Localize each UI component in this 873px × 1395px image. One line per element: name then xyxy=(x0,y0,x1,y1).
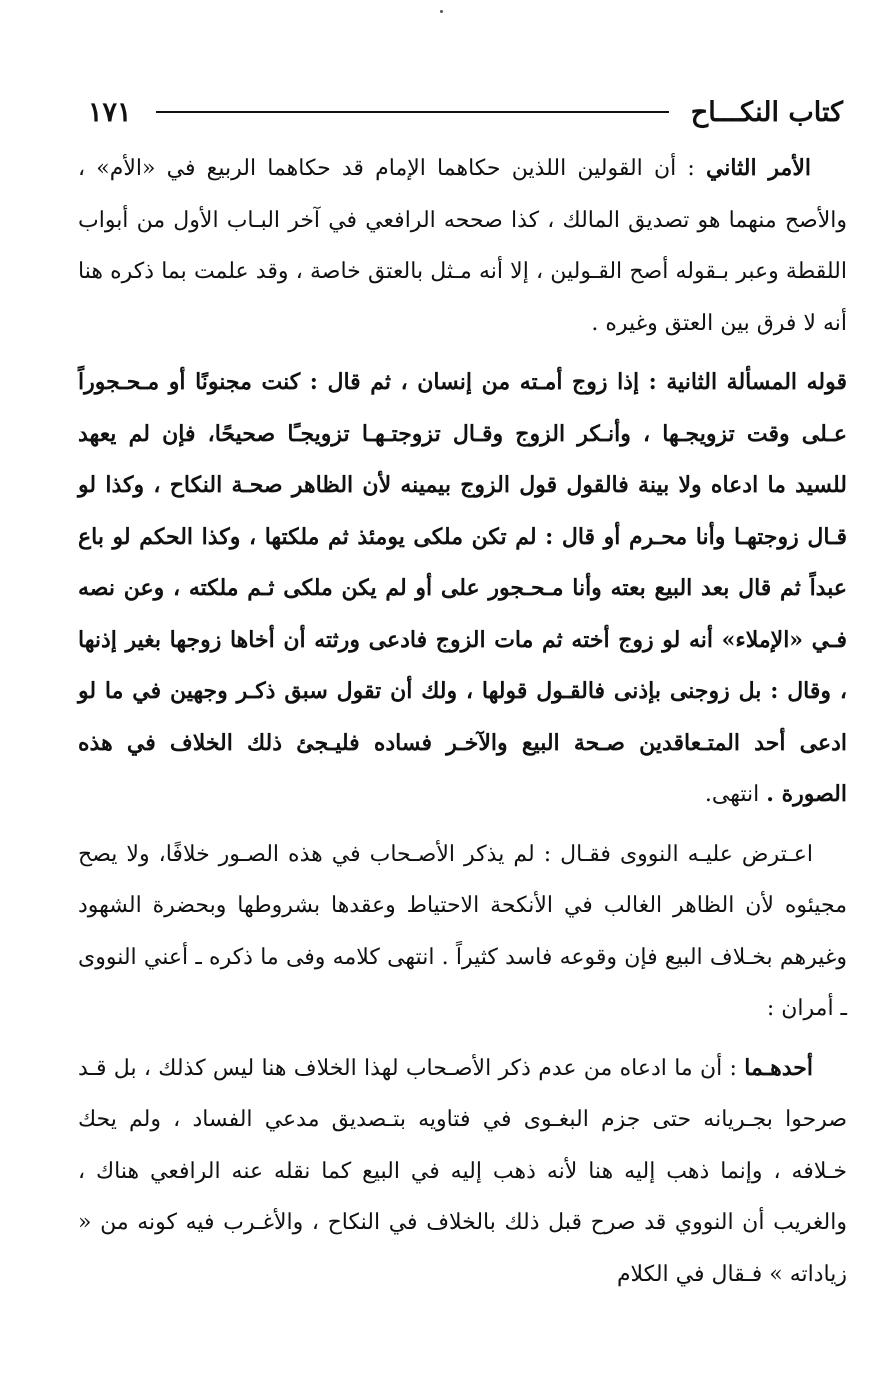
page-number: ١٧١ xyxy=(88,96,132,128)
paragraph-1 xyxy=(78,143,847,349)
paragraph-1-text: : أن القولين اللذين حكاهما الإمام قد حكاهما الربيع في «الأم» ، والأصح منهما هو تصديق المالك ، كذا صححه الرافعي في آخر البـاب الأول من أبواب اللقطة وعبر بـقوله أصح القـولين ، إلا أنه مـثل بالعتق خاصة ، وقد علمت بما ذكره هنا أنه لا فرق بين العتق وغيره . xyxy=(78,156,847,336)
paragraph-2-tail: انتهى. xyxy=(704,782,767,807)
paragraph-3-text: اعـترض عليـه النووى فقـال : لم يذكر الأصـحاب في هذه الصـور خلافًا، ولا يصح مجيئوه لأن الظاهر الغالب في الأنكحة الاحتياط وعقدها بشروطها وبحضرة الشهود وغيرهم بخـلاف البيع فإن وقوعه فاسد كثيراً . انتهى كلامه وفى ما ذكره ـ أعني النووى ـ أمران : xyxy=(78,841,847,1021)
running-title: كتاب النكـــاح xyxy=(690,96,843,128)
paragraph-4-lead: أحدهـما xyxy=(744,1054,813,1081)
paragraph-4 xyxy=(78,1043,847,1301)
paragraph-2-text: قوله المسألة الثانية : إذا زوج أمـته من إنسان ، ثم قال : كنت مجنونًا أو مـحـجوراً عـلى وقت تزويجـها ، وأنـكر الزوج وقـال تزوجتـهـا تزويجـًا صحيحًا، فإن لم يعهد للسيد ما ادعاه ولا بينة فالقول قول الزوج بيمينه لأن الظاهر صحـة النكاح ، وكذا لو قـال زوجتهـا وأنا محـرم أو قال : لم تكن ملكى يومئذ ثم ملكتها ، وكذا الحكم لو باع عبداً ثم قال بعد البيع بعته وأنا مـحـجور على أو لم يكن ملكى ثـم ملكته ، وعن نصه فـي «الإملاء» أنه لو زوج أخته ثم مات الزوج فادعى ورثته أن أخاها زوجها بغير إذنها ، وقال : بل زوجنى بإذنى فالقـول قولها ، ولك أن تقول سبق ذكـر وجهين في ما لو ادعى أحد المتـعاقدين صـحة البيع والآخـر فساده فليـجئ ذلك الخلاف في هذه الصورة . xyxy=(78,369,847,807)
paragraph-4-text: : أن ما ادعاه من عدم ذكر الأصـحاب لهذا الخلاف هنا ليس كذلك ، بل قـد صرحوا بجـريانه حتى جزم البغـوى في فتاويه بتـصديق مدعي الفساد ، ولم يحك خـلافه ، وإنما ذهب إليه هنا لأنه ذهب إليه في البيع كما نقله عنه الرافعي هناك ، والغريب أن النووي قد صرح قبل ذلك بالخلاف في النكاح ، والأغـرب فيه كونه من « زياداته » فـقال في الكلام xyxy=(78,1055,847,1287)
scan-dot xyxy=(440,10,443,13)
paragraph-2 xyxy=(78,357,847,821)
header-rule xyxy=(156,111,669,113)
paragraph-1-lead: الأمر الثاني xyxy=(705,155,811,181)
paragraph-3 xyxy=(78,829,847,1035)
running-header xyxy=(88,92,843,132)
page-body xyxy=(78,143,847,1300)
